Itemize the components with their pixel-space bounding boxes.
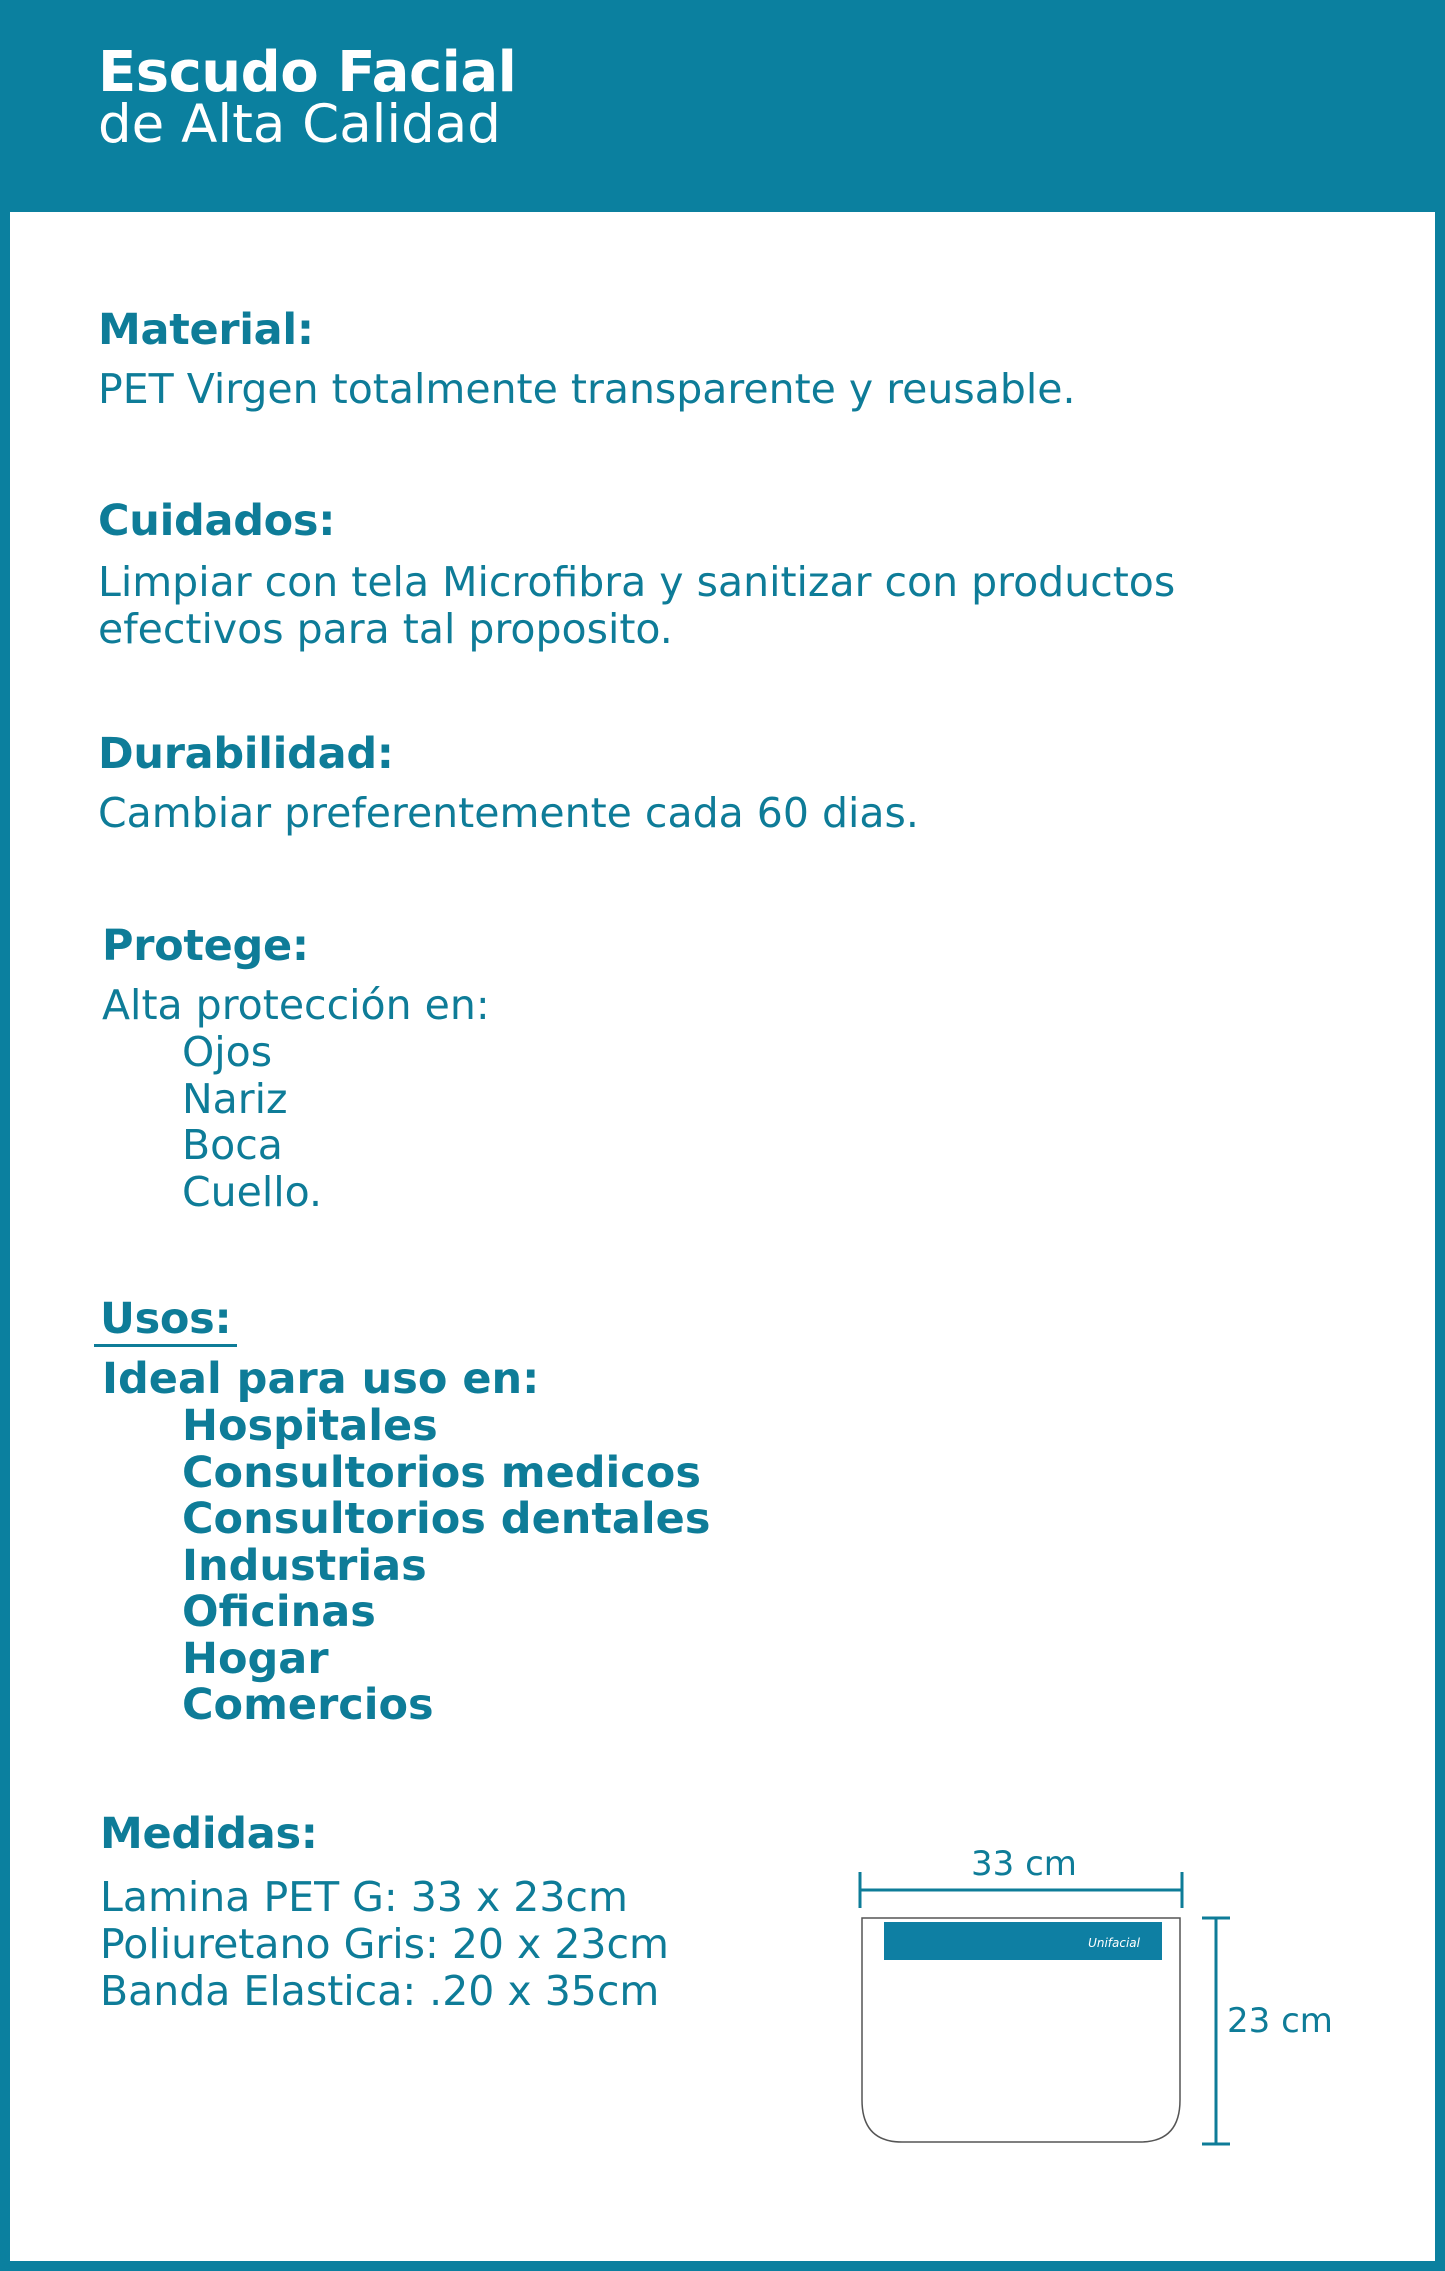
usos-section [94, 1294, 710, 1729]
list-item: Oficinas [182, 1587, 376, 1637]
medidas-section [100, 1810, 669, 2015]
list-item: Industrias [182, 1540, 427, 1591]
protege-heading: Protege: [102, 921, 309, 971]
list-item: Cuello. [182, 1167, 323, 1216]
width-label: 33 cm [971, 1844, 1077, 1884]
cuidados-heading: Cuidados: [98, 496, 336, 546]
list-item: Ojos [182, 1028, 273, 1076]
list-item: Boca [182, 1121, 283, 1169]
material-text: PET Virgen totalmente transparente y reusable. [98, 365, 1076, 413]
list-item: Consultorios dentales [182, 1494, 711, 1544]
medidas-line: Lamina PET G: 33 x 23cm [100, 1873, 628, 1921]
list-item: Nariz [182, 1074, 288, 1123]
height-dimension-line [1202, 1918, 1230, 2144]
cuidados-line: Limpiar con tela Microfibra y sanitizar con productos [98, 558, 1176, 606]
usos-list [94, 1403, 710, 1729]
cuidados-line: efectivos para tal proposito. [98, 605, 673, 653]
list-item: Consultorios medicos [182, 1447, 701, 1498]
protege-list [102, 1029, 490, 1215]
medidas-line: Poliuretano Gris: 20 x 23cm [100, 1920, 669, 1968]
page-subtitle: de Alta Calidad [98, 94, 501, 155]
list-item: Comercios [182, 1680, 434, 1730]
cuidados-section [98, 497, 1175, 653]
material-heading: Material: [98, 305, 314, 355]
usos-heading: Usos: [94, 1294, 237, 1347]
page-title: Escudo Facial [98, 40, 517, 105]
face-shield-diagram [840, 1830, 1360, 2160]
material-section [98, 306, 1076, 413]
protege-intro: Alta protección en: [102, 981, 490, 1029]
durabilidad-section [98, 730, 919, 837]
list-item: Hospitales [182, 1401, 438, 1451]
height-label: 23 cm [1227, 2001, 1333, 2041]
protege-section [102, 922, 490, 1215]
band-logo: Unifacial [1088, 1936, 1140, 1950]
durabilidad-text: Cambiar preferentemente cada 60 dias. [98, 789, 919, 837]
medidas-line: Banda Elastica: .20 x 35cm [100, 1967, 660, 2015]
list-item: Hogar [182, 1633, 329, 1684]
usos-intro: Ideal para uso en: [102, 1354, 540, 1404]
durabilidad-heading: Durabilidad: [98, 729, 394, 779]
medidas-heading: Medidas: [100, 1809, 318, 1859]
